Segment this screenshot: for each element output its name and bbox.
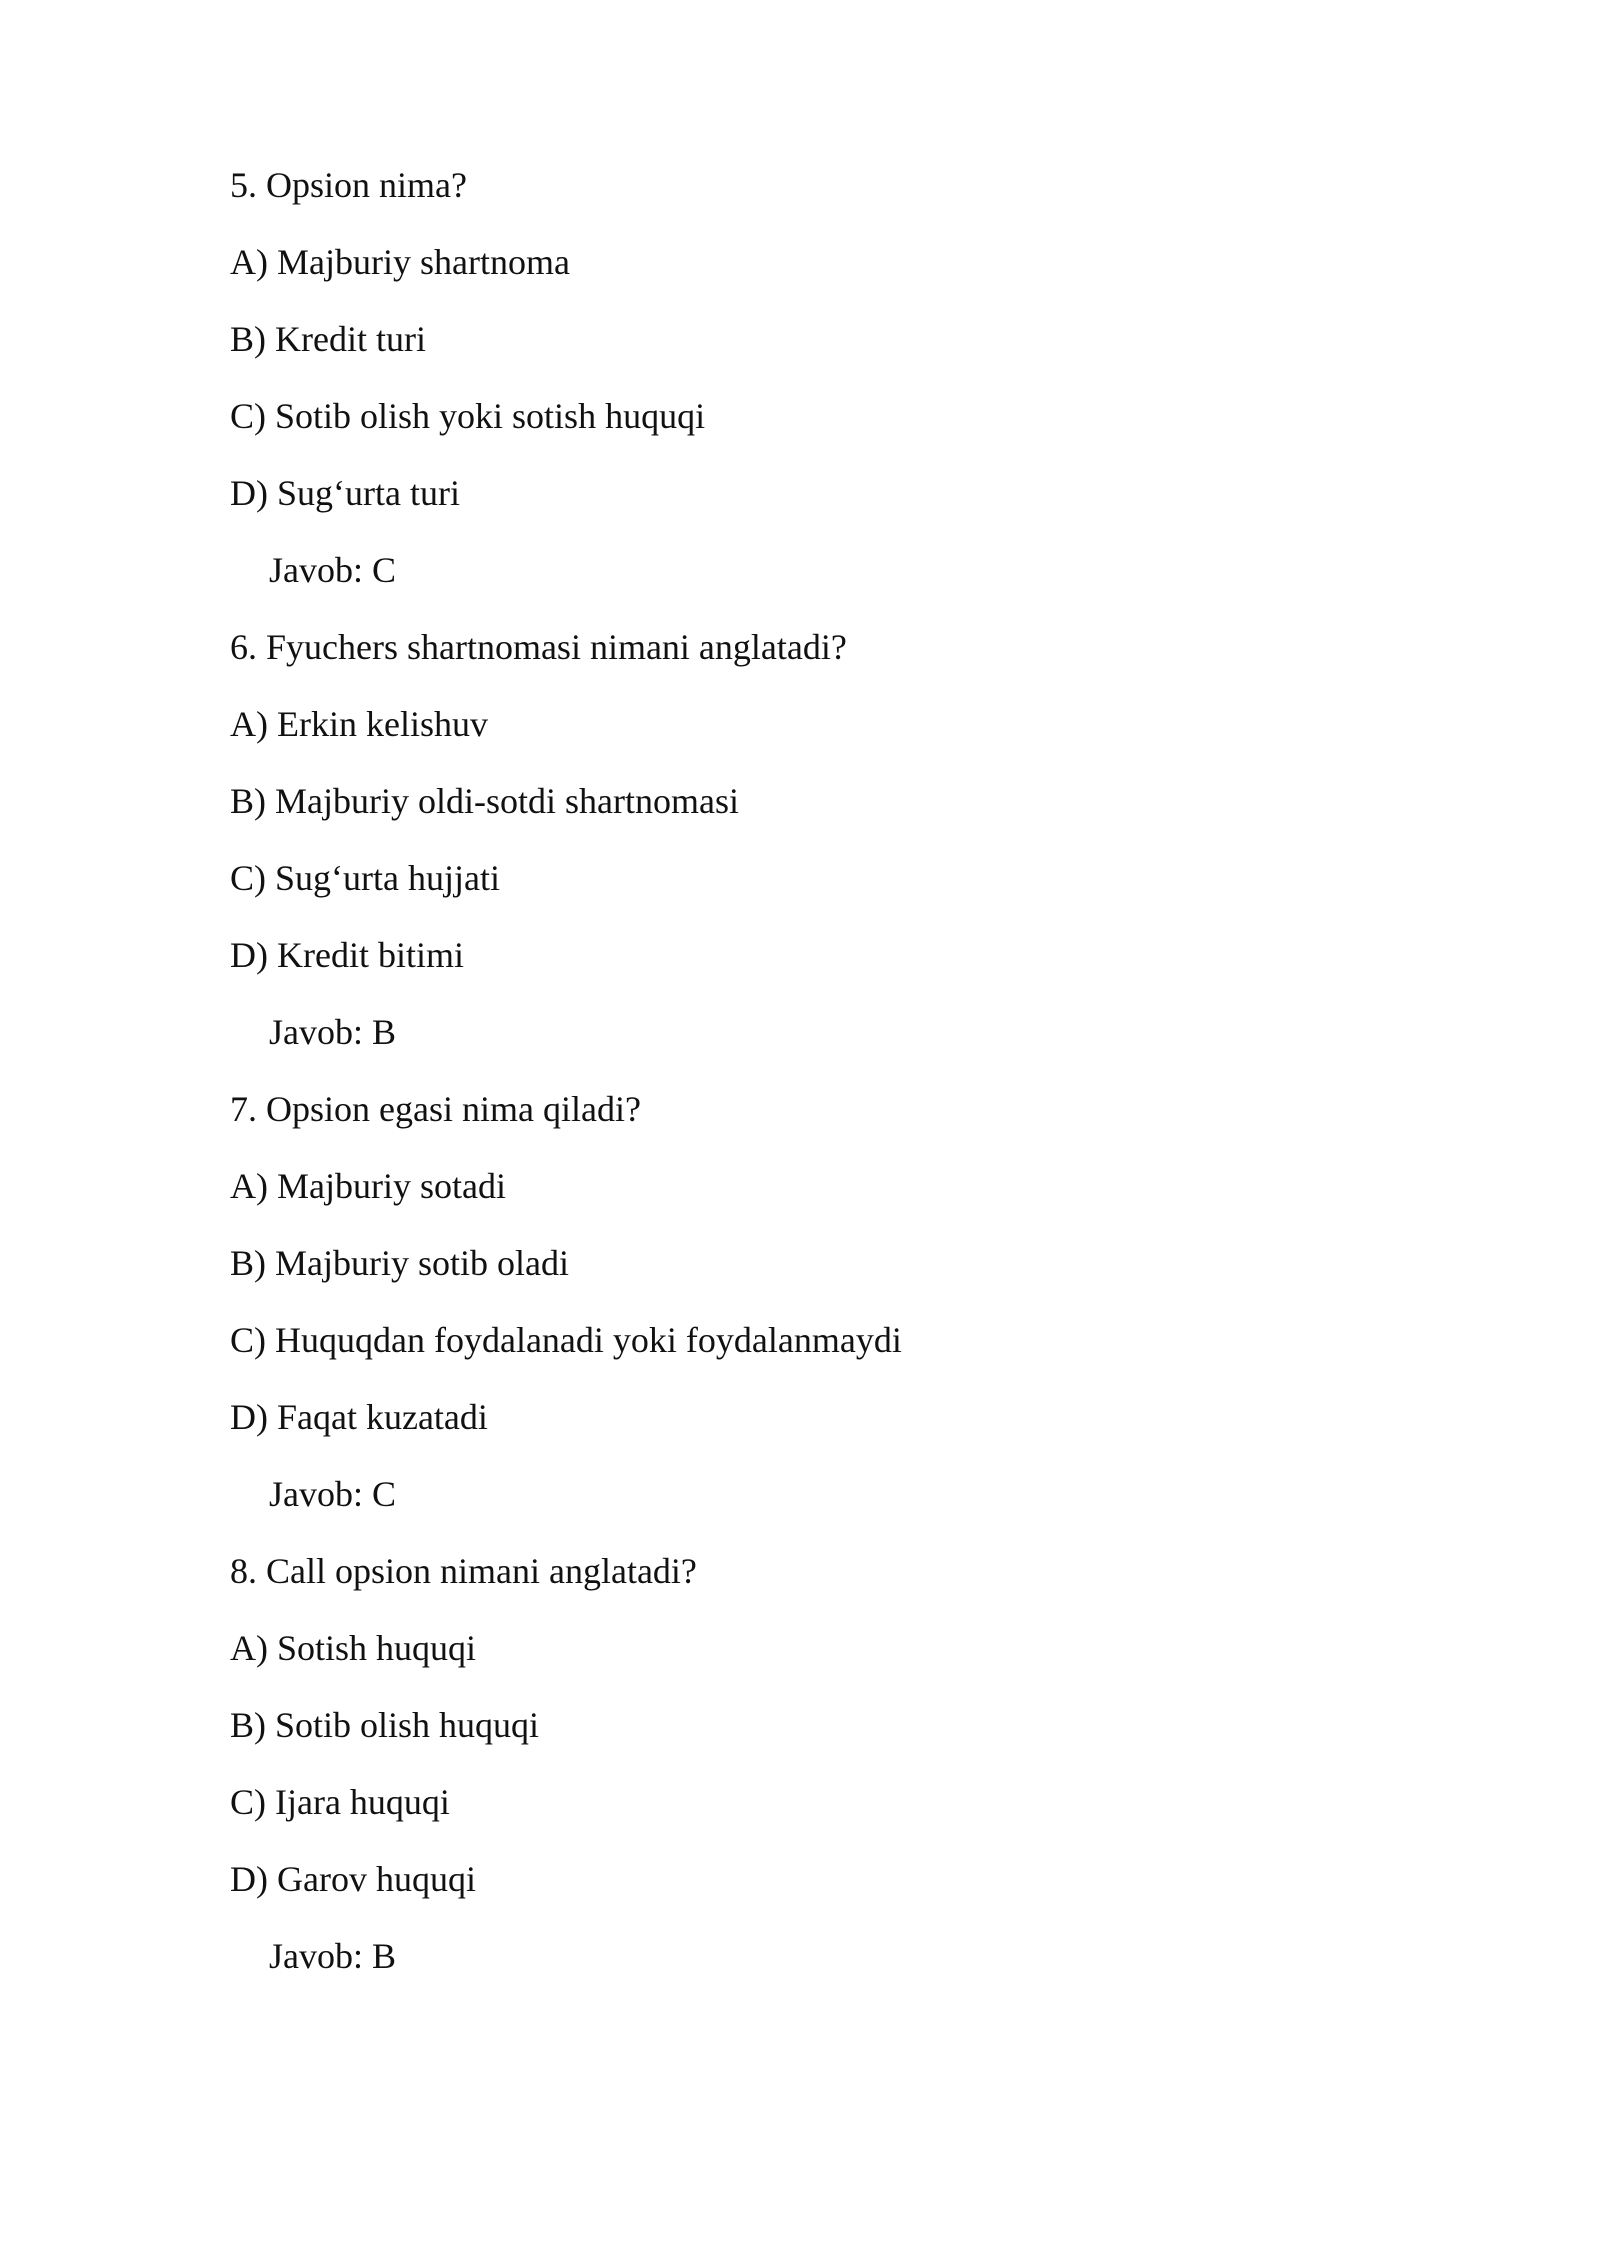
option-c: C) Sotib olish yoki sotish huquqi (230, 396, 706, 436)
option-a: A) Majburiy shartnoma (230, 242, 570, 282)
option-b: B) Sotib olish huquqi (230, 1705, 540, 1745)
option-c: C) Huquqdan foydalanadi yoki foydalanmaydi (230, 1320, 902, 1360)
option-d: D) Kredit bitimi (230, 935, 464, 975)
option-b: B) Majburiy oldi-sotdi shartnomasi (230, 781, 739, 821)
option-d: D) Faqat kuzatadi (230, 1397, 488, 1437)
question-block (230, 147, 1430, 609)
option-a: A) Majburiy sotadi (230, 1166, 506, 1206)
option-c: C) Ijara huquqi (230, 1782, 450, 1822)
question-block (230, 1533, 1430, 1995)
question-text: 5. Opsion nima? (230, 165, 467, 205)
option-c: C) Sug‘urta hujjati (230, 858, 500, 898)
option-b: B) Majburiy sotib oladi (230, 1243, 569, 1283)
answer-text: Javob: C (269, 550, 397, 590)
question-text: 8. Call opsion nimani anglatadi? (230, 1551, 697, 1591)
quiz-content (230, 147, 1430, 1995)
option-d: D) Sug‘urta turi (230, 473, 460, 513)
answer-text: Javob: C (269, 1474, 397, 1514)
question-block (230, 609, 1430, 1071)
question-text: 7. Opsion egasi nima qiladi? (230, 1089, 641, 1129)
answer-text: Javob: B (269, 1012, 397, 1052)
question-text: 6. Fyuchers shartnomasi nimani anglatadi? (230, 627, 847, 667)
option-a: A) Sotish huquqi (230, 1628, 477, 1668)
answer-text: Javob: B (269, 1936, 397, 1976)
option-d: D) Garov huquqi (230, 1859, 476, 1899)
option-b: B) Kredit turi (230, 319, 426, 359)
option-a: A) Erkin kelishuv (230, 704, 488, 744)
question-block (230, 1071, 1430, 1533)
